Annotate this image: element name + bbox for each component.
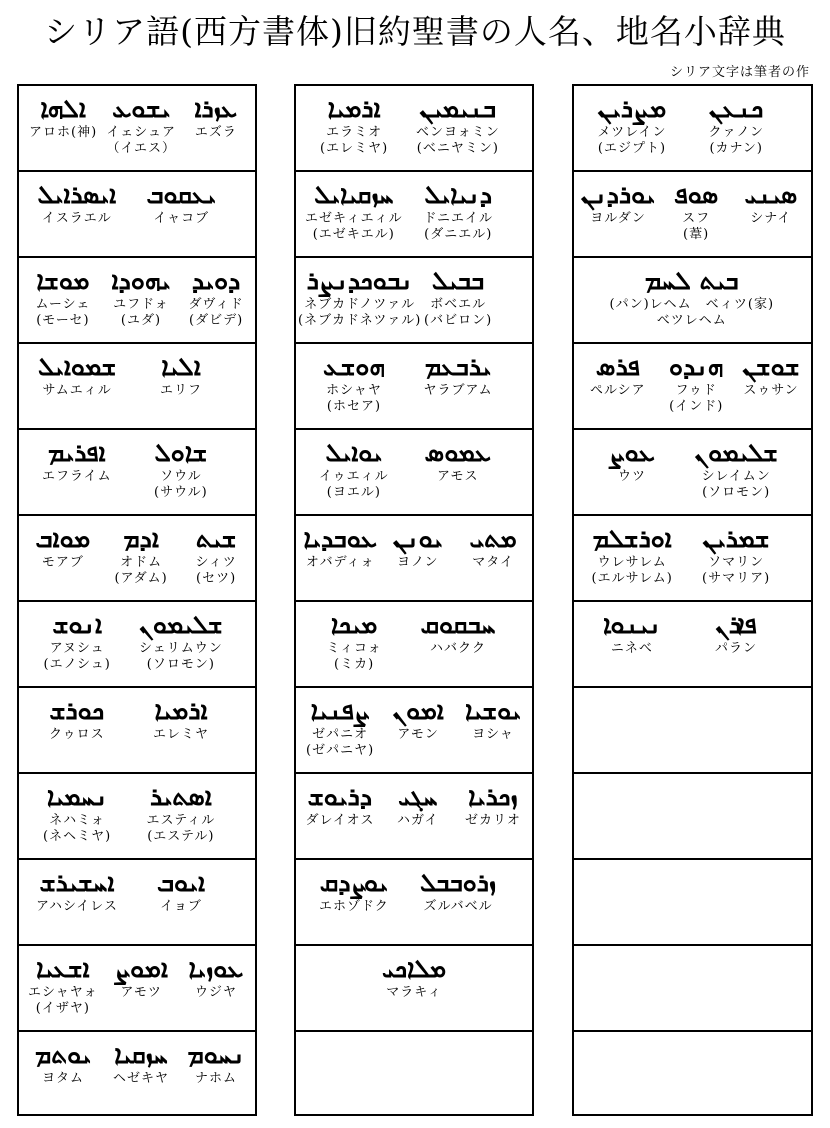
column-3	[572, 84, 813, 1116]
japanese-reading: ドニエイル	[423, 211, 493, 226]
dictionary-cell	[19, 172, 255, 258]
dictionary-cell	[19, 602, 255, 688]
dictionary-cell	[19, 258, 255, 344]
japanese-reading: ハガイ	[397, 813, 439, 828]
syriac-word: ܐܠܝܐ	[161, 352, 201, 381]
dictionary-cell	[574, 344, 811, 430]
japanese-reading: エスティル	[146, 813, 216, 828]
japanese-reading: エフライム	[42, 469, 112, 484]
syriac-word: ܕܢܝܐܝܠ	[424, 180, 493, 209]
dictionary-cell	[296, 344, 532, 430]
dictionary-entry	[42, 438, 112, 485]
japanese-reading: エレミヤ	[153, 727, 210, 742]
japanese-gloss: (ベニヤミン)	[416, 141, 499, 156]
japanese-reading: イョブ	[160, 899, 202, 914]
dictionary-cell	[296, 172, 532, 258]
syriac-word: ܣܘܦ	[674, 180, 719, 209]
syriac-word: ܝܥܩܘܒ	[146, 180, 216, 209]
syriac-word: ܥܘܙܝܐ	[188, 954, 244, 983]
dictionary-cell	[574, 602, 811, 688]
japanese-reading: エリフ	[160, 383, 203, 398]
japanese-reading: ユフドォ	[113, 297, 169, 312]
japanese-reading: パラン	[715, 641, 758, 656]
dictionary-entry	[610, 266, 775, 329]
syriac-word: ܒܝܬ ܠܚܡ	[644, 266, 739, 295]
syriac-word: ܢܝܢܘܐ	[603, 610, 661, 639]
japanese-reading: イスラエル	[41, 211, 112, 226]
dictionary-entry	[36, 266, 91, 329]
japanese-gloss: (イザヤ)	[35, 1001, 90, 1016]
syriac-word: ܡܘܐܒ	[35, 524, 91, 553]
dictionary-entry	[189, 954, 244, 1001]
syriac-word: ܐܫܥܝܐ	[36, 954, 90, 983]
syriac-word: ܐܕܡ	[123, 524, 159, 553]
japanese-gloss: (エステル)	[147, 829, 215, 844]
dictionary-cell	[296, 86, 532, 172]
japanese-reading: スフ	[682, 211, 711, 226]
syriac-word: ܐܪܡܝܐ	[327, 94, 381, 123]
dictionary-entry	[298, 266, 421, 329]
dictionary-cell	[296, 602, 532, 688]
japanese-reading: イゥエィル	[319, 469, 389, 484]
syriac-word: ܕܪܝܘܫ	[307, 782, 373, 811]
japanese-gloss: (カナン)	[709, 141, 763, 156]
japanese-reading: ハバクク	[430, 641, 487, 656]
japanese-reading: イャコブ	[153, 211, 210, 226]
japanese-reading: オドム	[120, 555, 163, 570]
syriac-word: ܥܡܘܣ	[424, 438, 492, 467]
syriac-word: ܟܘܪܫ	[49, 696, 105, 725]
japanese-gloss: (エジプト)	[597, 141, 667, 156]
column-2	[294, 84, 534, 1116]
syriac-word: ܐܝܣܪܐܝܠ	[37, 180, 117, 209]
dictionary-cell	[296, 774, 532, 860]
japanese-reading: アロホ(神)	[29, 125, 98, 140]
japanese-reading: ソウル	[160, 469, 202, 484]
japanese-reading: ペルシア	[590, 383, 646, 398]
syriac-word: ܫܐܘܠ	[154, 438, 208, 467]
syriac-word: ܡܝܟܐ	[330, 610, 378, 639]
syriac-word: ܫܘܫܢ	[742, 352, 800, 381]
japanese-reading: ホシャヤ	[326, 383, 382, 398]
syriac-word: ܐܣܬܝܪ	[149, 782, 212, 811]
dictionary-entry	[465, 696, 521, 743]
dictionary-entry	[29, 94, 97, 141]
syriac-word: ܫܡܪܝܢ	[702, 524, 770, 553]
dictionary-cell	[19, 1032, 255, 1118]
dictionary-entry	[393, 696, 444, 743]
syriac-word: ܚܓܝ	[398, 782, 438, 811]
dictionary-entry	[327, 610, 382, 673]
syriac-word: ܐܡܘܨ	[114, 954, 168, 983]
japanese-reading: ベンヨォミン	[416, 125, 500, 140]
syriac-word: ܫܠܝܡܘܢ	[694, 438, 778, 467]
syriac-word: ܝܪܒܥܡ	[424, 352, 492, 381]
japanese-reading: アヌシュ	[49, 641, 105, 656]
dictionary-cell	[296, 688, 532, 774]
syriac-word: ܥܙܪܐ	[194, 94, 238, 123]
dictionary-entry	[393, 524, 443, 571]
syriac-word: ܫܠܝܡܘܢ	[139, 610, 223, 639]
syriac-word: ܝܘܪܕܢܢ	[581, 180, 656, 209]
dictionary-entry	[157, 868, 205, 915]
dictionary-entry	[38, 180, 117, 227]
author-note: シリア文字は筆者の作	[669, 65, 810, 80]
syriac-word: ܕܘܝܕ	[191, 266, 241, 295]
syriac-word: ܚܙܩܝܐܝܠ	[314, 180, 394, 209]
dictionary-entry	[609, 438, 655, 485]
japanese-reading: アモツ	[120, 985, 162, 1000]
japanese-reading: ゼカリオ	[465, 813, 521, 828]
dictionary-entry	[189, 266, 244, 329]
syriac-word: ܥܘܨ	[609, 438, 655, 467]
dictionary-entry	[147, 782, 216, 845]
japanese-reading: アモス	[437, 469, 479, 484]
japanese-reading: ネブカドノツァル	[304, 297, 416, 312]
syriac-word: ܦܐܪܢ	[715, 610, 757, 639]
japanese-reading: シナイ	[750, 211, 792, 226]
syriac-word: ܒܒܝܠ	[431, 266, 485, 295]
dictionary-entry	[416, 94, 500, 157]
dictionary-entry	[115, 524, 168, 587]
dictionary-entry	[36, 524, 91, 571]
japanese-reading: ヨノン	[397, 555, 439, 570]
japanese-reading: ボベエル	[430, 297, 487, 312]
syriac-word: ܒܢܝܡܝܢ	[419, 94, 497, 123]
dictionary-cell	[574, 86, 811, 172]
japanese-reading: イェシュア	[106, 125, 176, 140]
japanese-reading: (パン)レヘム ベィツ(家)	[609, 297, 775, 312]
dictionary-entry	[195, 94, 238, 141]
dictionary-cell	[19, 430, 255, 516]
dictionary-cell	[574, 430, 811, 516]
syriac-word: ܝܘܢܢ	[393, 524, 443, 553]
dictionary-entry	[581, 180, 655, 227]
japanese-reading: ヨシャ	[472, 727, 514, 742]
japanese-reading: ダヴィド	[188, 297, 244, 312]
dictionary-cell	[296, 258, 532, 344]
dictionary-entry	[112, 266, 171, 329]
japanese-reading: マタイ	[472, 555, 514, 570]
syriac-word: ܐܡܘܢ	[392, 696, 444, 725]
syriac-word: ܢܚܘܡ	[187, 1040, 245, 1069]
japanese-reading: ゼパニオ	[312, 727, 369, 742]
japanese-reading: ヨタム	[42, 1071, 85, 1086]
japanese-gloss: (ゼパニヤ)	[306, 743, 375, 758]
syriac-word: ܐܘܪܫܠܡ	[592, 524, 672, 553]
syriac-word: ܣܝܢܝ	[744, 180, 798, 209]
dictionary-cell	[574, 258, 811, 344]
syriac-word: ܗܢܕܘ	[669, 352, 724, 381]
syriac-word: ܦܪܣ	[595, 352, 640, 381]
syriac-word: ܐܪܡܝܐ	[154, 696, 208, 725]
dictionary-entry	[28, 954, 98, 1017]
dictionary-entry	[49, 696, 105, 743]
syriac-word: ܝܘܬܡ	[35, 1040, 92, 1069]
japanese-reading: オバディォ	[305, 555, 375, 570]
dictionary-entry	[35, 1040, 91, 1087]
japanese-reading: ズルバベル	[423, 899, 493, 914]
japanese-reading: ウジヤ	[194, 985, 237, 1000]
dictionary-entry	[702, 524, 770, 587]
dictionary-entry	[319, 868, 389, 915]
japanese-gloss: (ネブカドネツァル)	[298, 313, 422, 328]
dictionary-entry	[590, 352, 646, 399]
syriac-word: ܡܨܪܝܢ	[597, 94, 667, 123]
japanese-reading: ウツ	[617, 469, 646, 484]
dictionary-cell	[574, 172, 811, 258]
syriac-word: ܐܢܘܫ	[52, 610, 102, 639]
syriac-word: ܝܗܘܕܐ	[111, 266, 171, 295]
dictionary-cell	[574, 860, 811, 946]
dictionary-entry	[323, 352, 385, 415]
dictionary-entry	[592, 524, 673, 587]
dictionary-entry	[425, 438, 492, 485]
japanese-gloss: (エルサレム)	[591, 571, 673, 586]
dictionary-entry	[139, 610, 223, 673]
dictionary-cell	[574, 688, 811, 774]
dictionary-entry	[382, 954, 446, 1001]
japanese-reading: ヤラブアム	[423, 383, 493, 398]
japanese-reading: ダレイオス	[305, 813, 375, 828]
japanese-gloss: ベツレヘム	[656, 313, 727, 328]
japanese-gloss: (ソロモン)	[702, 485, 771, 500]
dictionary-cell	[19, 86, 255, 172]
dictionary-cell	[296, 860, 532, 946]
dictionary-entry	[153, 696, 209, 743]
dictionary-entry	[43, 782, 111, 845]
syriac-word: ܢܒܘܟܕܢܨܪ	[306, 266, 413, 295]
dictionary-entry	[319, 438, 389, 501]
japanese-reading: ムーシェ	[35, 297, 91, 312]
japanese-reading: ウレサレム	[597, 555, 667, 570]
dictionary-entry	[669, 352, 723, 415]
dictionary-entry	[38, 352, 116, 399]
dictionary-cell	[574, 516, 811, 602]
dictionary-entry	[745, 180, 798, 227]
japanese-reading: メツレイン	[597, 125, 667, 140]
dictionary-cell	[574, 774, 811, 860]
dictionary-entry	[709, 94, 764, 157]
syriac-word: ܫܝܬ	[195, 524, 237, 553]
dictionary-cell	[19, 688, 255, 774]
japanese-reading: サムエィル	[42, 383, 112, 398]
dictionary-entry	[196, 524, 237, 587]
dictionary-entry	[305, 180, 403, 243]
dictionary-entry	[107, 94, 176, 157]
dictionary-entry	[306, 782, 375, 829]
japanese-reading: クァノン	[708, 125, 764, 140]
japanese-gloss: (バビロン)	[424, 313, 493, 328]
dictionary-cell	[19, 774, 255, 860]
japanese-gloss: (ミカ)	[334, 657, 375, 672]
syriac-word: ܡܠܐܟܝ	[382, 954, 447, 983]
syriac-word: ܐܠܗܐ	[40, 94, 86, 123]
japanese-reading: ネハミォ	[49, 813, 105, 828]
syriac-word: ܨܦܢܝܐ	[310, 696, 370, 725]
dictionary-entry	[603, 610, 661, 657]
dictionary-entry	[598, 94, 667, 157]
japanese-reading: フゥド	[675, 383, 717, 398]
japanese-reading: シェリムウン	[139, 641, 223, 656]
dictionary-cell	[19, 946, 255, 1032]
dictionary-entry	[715, 610, 757, 657]
dictionary-entry	[147, 180, 216, 227]
dictionary-cell	[19, 344, 255, 430]
dictionary-entry	[695, 438, 778, 501]
dictionary-entry	[320, 94, 388, 157]
japanese-reading: エゼキィエィル	[305, 211, 403, 226]
syriac-word: ܙܟܪܝܐ	[468, 782, 518, 811]
japanese-reading: シィツ	[195, 555, 237, 570]
japanese-gloss: (ヨエル)	[326, 485, 381, 500]
syriac-word: ܐܚܫܝܪܫ	[39, 868, 115, 897]
japanese-gloss: (ホセア)	[326, 399, 382, 414]
japanese-gloss: (インド)	[669, 399, 724, 414]
dictionary-entry	[424, 180, 493, 243]
japanese-gloss: (エゼキエル)	[312, 227, 395, 242]
dictionary-entry	[470, 524, 517, 571]
syriac-word: ܫܡܘܐܝܠ	[38, 352, 117, 381]
japanese-gloss: (サウル)	[154, 485, 208, 500]
dictionary-cell	[574, 946, 811, 1032]
dictionary-entry	[421, 610, 496, 657]
syriac-word: ܝܫܘܥ	[112, 94, 171, 123]
column-1	[17, 84, 257, 1116]
dictionary-entry	[424, 266, 492, 329]
japanese-reading: エズラ	[194, 125, 237, 140]
dictionary-cell	[19, 516, 255, 602]
japanese-reading: ヘゼキヤ	[113, 1071, 170, 1086]
japanese-gloss: (ネヘミヤ)	[43, 829, 112, 844]
dictionary-cell	[574, 1032, 811, 1118]
dictionary-entry	[304, 524, 377, 571]
japanese-gloss: （イエス）	[106, 141, 176, 156]
japanese-gloss: (モーセ)	[36, 313, 90, 328]
dictionary-entry	[424, 352, 493, 399]
syriac-word: ܚܒܩܘܩ	[420, 610, 496, 639]
dictionary-cell	[296, 946, 532, 1032]
japanese-reading: アモン	[397, 727, 439, 742]
dictionary-cell	[296, 516, 532, 602]
japanese-reading: エラミオ	[326, 125, 383, 140]
syriac-word: ܙܪܘܒܒܠ	[420, 868, 497, 897]
syriac-word: ܢܚܡܝܐ	[46, 782, 108, 811]
japanese-gloss: (ダニエル)	[424, 227, 493, 242]
japanese-gloss: (サマリア)	[702, 571, 771, 586]
japanese-reading: ミィコォ	[326, 641, 382, 656]
syriac-word: ܐܦܪܝܡ	[48, 438, 106, 467]
japanese-gloss: (セツ)	[196, 571, 237, 586]
japanese-gloss: (ソロモン)	[146, 657, 215, 672]
japanese-reading: アハシイレス	[36, 899, 118, 914]
dictionary-entry	[154, 438, 208, 501]
dictionary-entry	[113, 1040, 169, 1087]
japanese-reading: エホゾドク	[319, 899, 389, 914]
syriac-word: ܚܙܩܝܐ	[114, 1040, 168, 1069]
japanese-reading: ニネベ	[610, 641, 653, 656]
syriac-word: ܝܘܨܕܩ	[319, 868, 388, 897]
dictionary-entry	[188, 1040, 245, 1087]
dictionary-entry	[674, 180, 718, 243]
japanese-gloss: (葦)	[683, 227, 710, 242]
syriac-word: ܡܬܝ	[469, 524, 517, 553]
dictionary-entry	[420, 868, 496, 915]
syriac-word: ܥܘܒܕܝܐ	[303, 524, 377, 553]
japanese-gloss: (エレミヤ)	[320, 141, 389, 156]
japanese-reading: マラキィ	[386, 985, 442, 1000]
syriac-word: ܝܘܫܝܐ	[465, 696, 522, 725]
syriac-word: ܟܢܥܢ	[709, 94, 764, 123]
japanese-reading: ソマリン	[708, 555, 765, 570]
dictionary-cell	[19, 860, 255, 946]
dictionary-entry	[306, 696, 374, 759]
dictionary-entry	[743, 352, 800, 399]
dictionary-entry	[397, 782, 439, 829]
dictionary-entry	[115, 954, 168, 1001]
dictionary-cell	[296, 430, 532, 516]
page-title: シリア語(西方書体)旧約聖書の人名、地名小辞典	[44, 12, 786, 51]
dictionary-cell	[296, 1032, 532, 1118]
japanese-reading: シレイムン	[701, 469, 771, 484]
syriac-word: ܝܘܐܝܠ	[325, 438, 383, 467]
japanese-gloss: (エノシュ)	[43, 657, 111, 672]
japanese-reading: モアブ	[41, 555, 84, 570]
syriac-word: ܐܝܘܒ	[157, 868, 205, 897]
japanese-reading: クゥロス	[49, 727, 105, 742]
japanese-reading: ヨルダン	[590, 211, 646, 226]
japanese-reading: エシャヤォ	[28, 985, 98, 1000]
japanese-reading: ナホム	[195, 1071, 238, 1086]
dictionary-entry	[44, 610, 111, 673]
syriac-word: ܗܘܫܥ	[323, 352, 385, 381]
dictionary-entry	[160, 352, 202, 399]
japanese-gloss: (ダビデ)	[189, 313, 244, 328]
dictionary-entry	[36, 868, 118, 915]
dictionary-entry	[465, 782, 521, 829]
japanese-reading: スゥサン	[743, 383, 799, 398]
japanese-gloss: (アダム)	[114, 571, 168, 586]
japanese-gloss: (ユダ)	[120, 313, 162, 328]
syriac-word: ܡܘܫܐ	[36, 266, 90, 295]
